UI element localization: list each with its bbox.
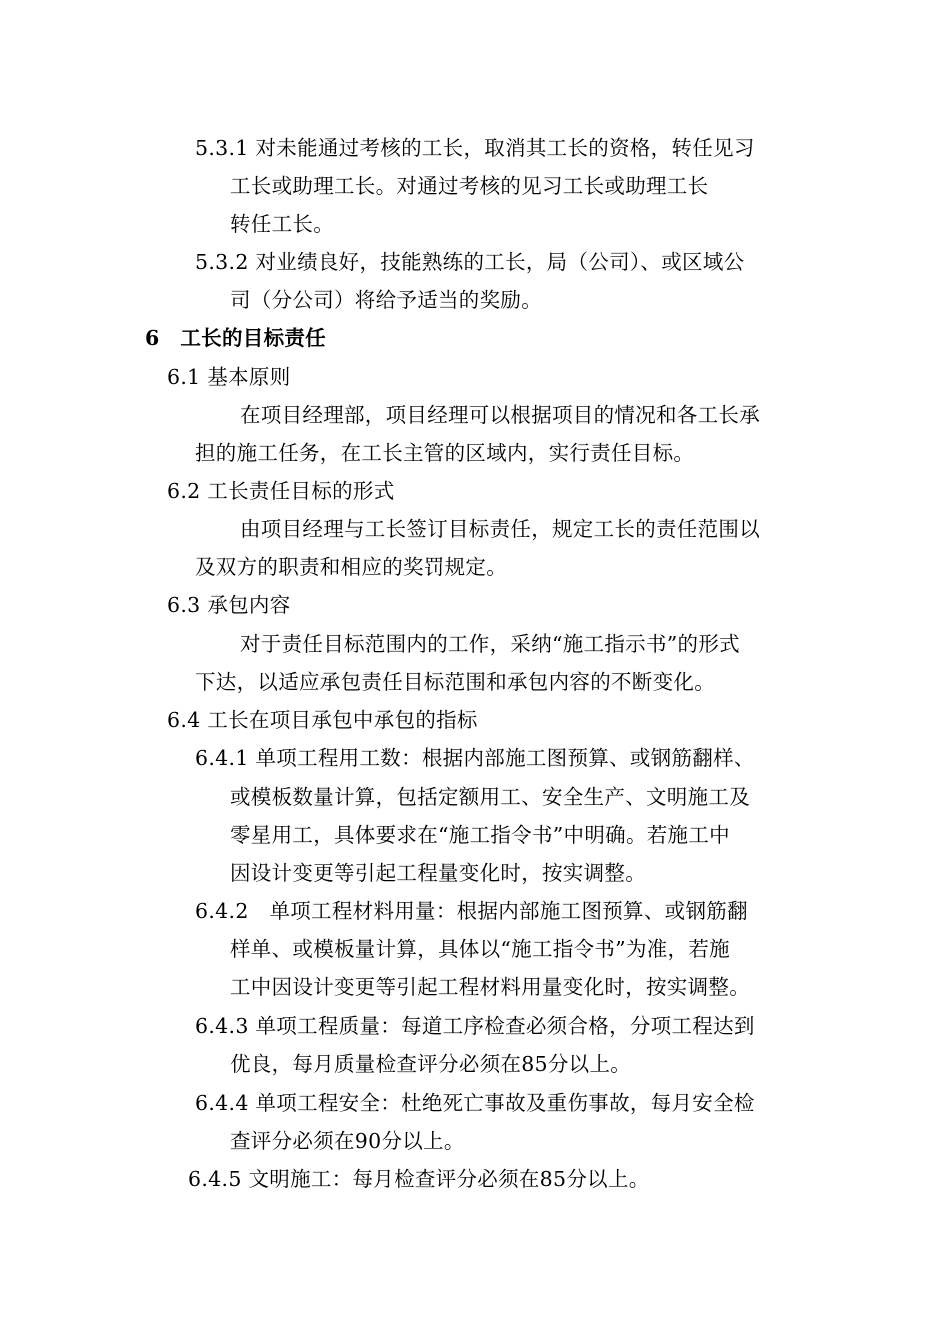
- section-6-heading: 6 工长的目标责任: [145, 326, 326, 350]
- section-6-4-title: 6.4 工长在项目承包中承包的指标: [167, 708, 478, 732]
- item-6-4-1-line3: 零星用工，具体要求在“施工指令书”中明确。若施工中: [230, 823, 730, 847]
- item-6-4-1-line1: 6.4.1 单项工程用工数：根据内部施工图预算、或钢筋翻样、: [195, 746, 755, 770]
- item-5-3-1-line1: 5.3.1 对未能通过考核的工长，取消其工长的资格，转任见习: [195, 136, 755, 160]
- item-6-4-4-line2: 查评分必须在90分以上。: [230, 1129, 465, 1153]
- section-6-3-line1: 对于责任目标范围内的工作，采纳“施工指示书”的形式: [240, 632, 740, 656]
- section-6-3-line2: 下达，以适应承包责任目标范围和承包内容的不断变化。: [195, 670, 715, 694]
- item-6-4-2-line2: 样单、或模板量计算，具体以“施工指令书”为准，若施: [230, 937, 730, 961]
- item-6-4-1-line2: 或模板数量计算，包括定额用工、安全生产、文明施工及: [230, 785, 750, 809]
- section-6-1-line2: 担的施工任务，在工长主管的区域内，实行责任目标。: [195, 441, 695, 465]
- item-5-3-1-line3: 转任工长。: [230, 212, 334, 236]
- section-6-2-line1: 由项目经理与工长签订目标责任，规定工长的责任范围以: [240, 517, 760, 541]
- item-5-3-2-line1: 5.3.2 对业绩良好，技能熟练的工长，局（公司）、或区域公: [195, 250, 745, 274]
- item-5-3-2-line2: 司（分公司）将给予适当的奖励。: [230, 288, 542, 312]
- section-6-3-title: 6.3 承包内容: [167, 593, 291, 617]
- section-6-1-title: 6.1 基本原则: [167, 365, 291, 389]
- item-6-4-1-line4: 因设计变更等引起工程量变化时，按实调整。: [230, 861, 646, 885]
- item-6-4-2-line1: 6.4.2 单项工程材料用量：根据内部施工图预算、或钢筋翻: [195, 899, 748, 923]
- item-6-4-5-line1: 6.4.5 文明施工：每月检查评分必须在85分以上。: [188, 1167, 650, 1191]
- section-6-1-line1: 在项目经理部，项目经理可以根据项目的情况和各工长承: [240, 403, 760, 427]
- item-6-4-3-line2: 优良，每月质量检查评分必须在85分以上。: [230, 1052, 632, 1076]
- section-6-2-line2: 及双方的职责和相应的奖罚规定。: [195, 555, 507, 579]
- item-5-3-1-line2: 工长或助理工长。对通过考核的见习工长或助理工长: [230, 174, 709, 198]
- item-6-4-4-line1: 6.4.4 单项工程安全：杜绝死亡事故及重伤事故，每月安全检: [195, 1091, 755, 1115]
- item-6-4-3-line1: 6.4.3 单项工程质量：每道工序检查必须合格，分项工程达到: [195, 1014, 755, 1038]
- section-6-2-title: 6.2 工长责任目标的形式: [167, 479, 395, 503]
- item-6-4-2-line3: 工中因设计变更等引起工程材料用量变化时，按实调整。: [230, 975, 750, 999]
